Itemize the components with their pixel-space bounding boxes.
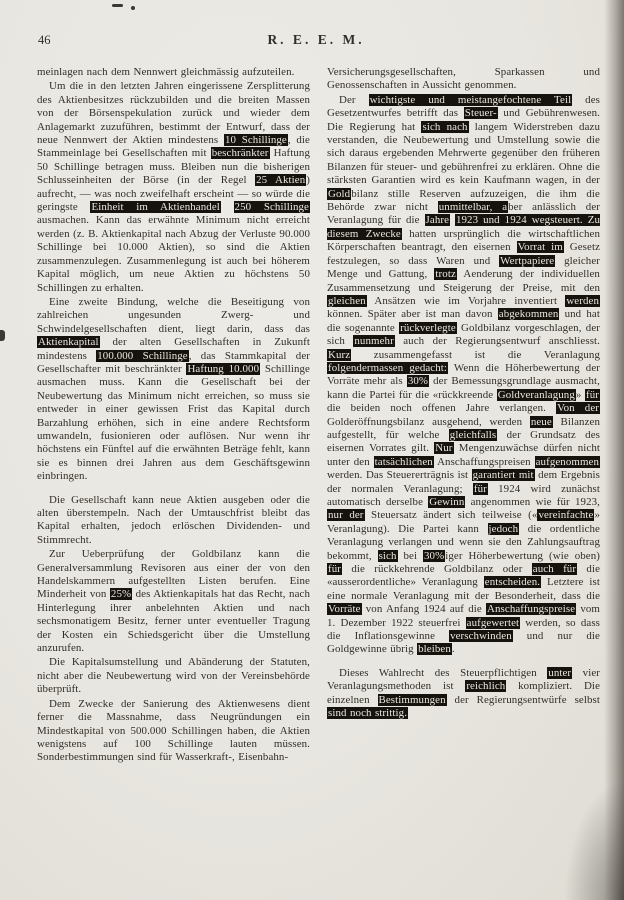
scan-artifact xyxy=(131,6,135,10)
highlighted-text: 25 Aktien xyxy=(256,174,306,187)
text-run: die rückkehrende Goldbilanz oder xyxy=(342,563,532,576)
right-column xyxy=(327,66,600,892)
text-run: Versicherungsgesellschaften, Sparkassen und Genossenschaften in Aussicht genommen. xyxy=(327,66,600,92)
text-run: und Gebührenwesen. Die Regierung hat xyxy=(327,107,600,133)
text-run: zusammengefasst ist die Veranlagung xyxy=(351,348,600,361)
highlighted-text: Gewinn xyxy=(429,496,465,508)
journal-title: R. E. E. M. xyxy=(267,32,365,47)
paragraph xyxy=(37,548,310,655)
paragraph xyxy=(327,66,600,93)
text-run: kompliziert. Die einzelnen xyxy=(327,680,600,706)
text-run: der alten Gesellschaften in Zukunft mindestens xyxy=(37,336,310,362)
text-run: dem Ergebnis der normalen Veranlagung; xyxy=(327,469,600,495)
text-run: Um die in den letzten Jahren eingerissene Zersplitterung des Aktienbesitzes rückzubilden und die breiten Massen von der Börsenspekulation zurück und wieder dem Anlagemarkt zuzuführen, bestimmt der Entwurf, dass der neue Nennwert der Aktien mindestens xyxy=(37,80,310,147)
text-run: Dem Zwecke der Sanierung des Aktienwesens dient ferner die Massnahme, dass Neugründungen ein Mindestkapital von 500.000 Schillingen haben, die Aktien wenigstens auf 100 Schillinge lauten müssen. Sonderbestimmungen sind für Wasserkraft-, Eisenbahn- xyxy=(37,697,310,764)
text-run: Eine zweite Bindung, welche die Beseitigung von zahlreichen ungesunden Zwerg- und Schwindelgesellschaften dient, liegt darin, dass das xyxy=(37,295,310,335)
text-run: Aenderung der individuellen Zusammensetzung und Steigerung der Preise, mit den xyxy=(327,268,600,294)
text-run: Schillinge ausmachen muss. Kann die Gesellschaft bei der Neubewertung das Minimum nicht erreichen, so muss sie entweder in einer gewissen Frist das Kapital durch Barzahlung erhöhen, sich in eine andere Rechtsform umwandeln, fusionieren oder auflösen. Nur wenn ihr höchstens ein Fünftel auf die erwähnten Beträge fehlt, kann sie es binnen drei Jahren aus dem Geschäftsgewinn einbringen. xyxy=(37,362,310,483)
text-run: der Grundsatz des eisernen Vorrates gilt. xyxy=(327,428,600,455)
text-run: Gesetz festzulegen, so dass Waren und xyxy=(327,241,600,267)
highlighted-text: reichlich xyxy=(466,680,506,693)
text-run: der Bemessungsgrundlage ausmacht, kann die Partei für die «rückkreende xyxy=(327,375,600,401)
highlighted-text: nunmehr xyxy=(354,335,394,348)
text-columns xyxy=(37,66,600,892)
highlighted-text: 30% xyxy=(407,375,429,388)
text-run: Dieses Wahlrecht des Steuerpflichtigen xyxy=(339,666,548,679)
paragraph xyxy=(37,494,310,548)
text-run: ber anlässlich der Veranlagung für die xyxy=(327,201,600,227)
highlighted-text: Gold xyxy=(328,187,351,200)
highlighted-text: Vorräte xyxy=(328,603,361,616)
page-header xyxy=(38,32,594,50)
text-run: bilanz stille Reserven aufzuzeigen, die ihm die Behörde zwar nicht xyxy=(327,187,600,214)
highlighted-text: entscheiden. xyxy=(484,576,541,589)
paragraph xyxy=(37,66,310,79)
highlighted-text: garantiert mit xyxy=(472,469,534,482)
highlighted-text: nur der xyxy=(328,509,364,522)
highlighted-text: bleiben xyxy=(418,643,451,656)
highlighted-text: tatsächlichen xyxy=(374,455,433,468)
text-run: hatten ursprünglich die wirtschaftlichen Körperschaften beantragt, den eisernen xyxy=(327,227,600,254)
highlighted-text: gleichfalls xyxy=(449,428,497,441)
text-run: meinlagen nach dem Nennwert gleichmässig aufzuteilen. xyxy=(37,66,295,78)
highlighted-text: aufgenommen xyxy=(535,455,600,468)
text-run: die beiden noch offenen Jahre verlangen. xyxy=(327,402,557,415)
text-run: Haftung 50 Schillinge betragen muss. Bleiben nun die bisherigen Schlusseinheiten der Börse (in der Regel xyxy=(37,147,310,187)
text-run: vier Veranlagungsmethoden ist xyxy=(327,666,600,693)
highlighted-text: 30% xyxy=(424,549,445,562)
highlighted-text: Nur xyxy=(435,442,453,455)
highlighted-text: Steuer- xyxy=(464,107,497,120)
paragraph xyxy=(327,94,600,657)
text-run: werden, so dass die Inflationsgewinne xyxy=(327,616,600,643)
scan-artifact xyxy=(0,330,5,341)
text-run: des Gesetzentwurfes betrifft das xyxy=(327,93,600,120)
scan-edge-shadow xyxy=(604,0,624,900)
highlighted-text: werden xyxy=(566,294,599,307)
highlighted-text: Kurz xyxy=(328,348,351,361)
text-run: können. Später aber ist man davon xyxy=(327,308,498,321)
paragraph xyxy=(37,656,310,696)
text-run: Der xyxy=(339,93,369,106)
highlighted-text: 1923 und 1924 wegsteuert. Zu diesem Zwecke xyxy=(327,214,600,240)
highlighted-text: Aktienkapital xyxy=(38,336,99,349)
text-run: Letztere ist eine normale Veranlagung mit der Besonderheit, dass die xyxy=(327,576,600,602)
highlighted-text: für xyxy=(328,563,341,576)
text-run: 1924 wird zunächst automatisch derselbe xyxy=(327,482,600,508)
highlighted-text: sich nach xyxy=(422,120,468,133)
highlighted-text: Haftung 10.000 xyxy=(187,362,260,375)
text-run: , das Stammkapital der Gesellschafter mit beschränkter xyxy=(37,349,310,375)
text-run: Bilanzen aufgestellt, für welche xyxy=(327,415,600,441)
highlighted-text: folgendermassen gedacht: xyxy=(328,361,448,374)
highlighted-text: verschwinden xyxy=(450,630,512,643)
highlighted-text: Jahre xyxy=(425,214,450,227)
text-run: Die Gesellschaft kann neue Aktien ausgeben oder die alten überstempeln. Nach der Umtauschfrist bleibt das Kapital erhalten, jedoch erlöschen Dividenden- und Stimmrecht. xyxy=(37,493,310,546)
text-run: gleicher Menge und Gattung, xyxy=(327,254,600,281)
highlighted-text: Bestimmungen xyxy=(378,693,446,706)
highlighted-text: aufgewertet xyxy=(466,616,520,629)
text-run: und hat die sogenannte xyxy=(327,308,600,334)
text-run: Die Kapitalsumstellung und Abänderung der Statuten, nicht aber die Neubewertung wird von der Vereinsbehörde überprüft. xyxy=(37,656,310,696)
text-run: werden. Das Steuererträgnis ist xyxy=(327,469,472,482)
text-run: angenommen wie für 1923, xyxy=(465,496,600,508)
highlighted-text: unter xyxy=(548,666,572,679)
highlighted-text: sind noch strittig. xyxy=(328,707,408,720)
text-run: langem Widerstreben dazu verstanden, die Neubewertung und Umstellung sowie die sich daraus ergebenden Mehrwerte gegenüber den früheren Bilanzen für steuer- und gebührenfrei zu erklären. Ohne die stärksten Garantien wird es kein Kaufmann wagen, in der xyxy=(327,120,600,187)
text-run xyxy=(221,201,234,213)
text-run: Goldbilanz vorgeschlagen, der sich xyxy=(327,321,600,348)
highlighted-text: für xyxy=(586,388,600,401)
paragraph xyxy=(37,296,310,484)
highlighted-text: Einheit im Aktienhandel xyxy=(91,201,220,214)
highlighted-text: 250 Schillinge xyxy=(234,201,309,214)
highlighted-text: 100.000 Schillinge xyxy=(97,349,188,362)
highlighted-text: Anschaffungspreise xyxy=(487,603,576,616)
highlighted-text: rückverlegte xyxy=(400,321,456,334)
highlighted-text: gleichen xyxy=(328,294,366,307)
text-run: ) aufrecht, — was noch zweifelhaft erscheint — so würde die geringste xyxy=(37,174,310,214)
highlighted-text: Goldveranlagung xyxy=(497,388,575,401)
highlighted-text: trotz xyxy=(435,268,456,281)
text-run: . xyxy=(451,643,455,656)
text-run: Steuersatz ändert sich teilweise (« xyxy=(364,509,538,522)
highlighted-text: jedoch xyxy=(488,522,519,535)
text-run: » Veranlagung). Die Partei kann xyxy=(327,509,600,535)
scan-artifact xyxy=(112,4,123,7)
text-run: und nur die Goldgewinne übrig xyxy=(327,630,600,656)
highlighted-text: abgekommen xyxy=(498,308,559,321)
highlighted-text: sich xyxy=(378,549,397,562)
text-run: bei xyxy=(397,549,423,562)
text-run: Golderöffnungsbilanz ausgehend, werden xyxy=(327,415,530,428)
highlighted-text: neue xyxy=(530,415,552,428)
highlighted-text: für xyxy=(473,482,487,495)
text-run: Anschaffungspreisen xyxy=(433,455,535,468)
highlighted-text: Von der xyxy=(557,402,599,415)
highlighted-text: Vorrat im xyxy=(517,241,563,254)
paragraph xyxy=(327,667,600,721)
highlighted-text: 25% xyxy=(110,588,132,601)
text-run: der Regierungsentwürfe selbst xyxy=(446,693,600,706)
text-run: die «ausserordentliche» Veranlagung xyxy=(327,563,600,589)
paragraph xyxy=(37,698,310,765)
text-run: Zur Ueberprüfung der Goldbilanz kann die Generalversammlung Revisoren aus einer der von den Handelskammern aufgestellten Listen berufen. Eine Minderheit von xyxy=(37,548,310,601)
text-run: des Aktienkapitals hat das Recht, nach Hinterlegung ihrer anbelehnten Aktien und nach sechsmonatigem Besitz, ferner unter eventueller Tragung der Kosten ein Schiedsgericht über die Umstellung anzurufen. xyxy=(37,588,310,655)
text-run: , die Stammeinlage bei Gesellschaften mit xyxy=(37,134,310,160)
paragraph xyxy=(37,80,310,295)
text-run: Ansätzen wie im Vorjahre inventiert xyxy=(366,294,566,307)
highlighted-text: wichtigste und meistangefochtene Teil xyxy=(369,93,572,106)
left-column xyxy=(37,66,310,892)
text-run: vom 1. Dezember 1922 steuerfrei xyxy=(327,603,600,629)
text-run: auch der Regierungsentwurf anschliesst. xyxy=(394,335,600,348)
highlighted-text: vereinfachte xyxy=(538,509,594,522)
page-number: 46 xyxy=(38,33,51,47)
text-run: ausmachen. Kann das erwähnte Minimum nicht erreicht werden (z. B. Aktienkapital nach Abzug der Verluste 90.000 Schillinge bei 10.000 Aktien), so sind die Aktien zusammenzulegen. Zusammenlegung ist auch bei höherem Kapital möglich, um neue Aktien zu höchstens 50 Schillingen zu erhalten. xyxy=(37,214,310,294)
text-run: » xyxy=(575,388,586,401)
highlighted-text: auch für xyxy=(532,563,577,576)
highlighted-text: beschränkter xyxy=(211,147,269,160)
highlighted-text: Wertpapiere xyxy=(500,254,555,267)
text-run: die ordentliche Veranlagung verlangen und wenn sie den Zahlungsauftrag bekommt, xyxy=(327,522,600,562)
highlighted-text: unmittelbar, a xyxy=(438,201,508,214)
text-run: iger Höherbewertung (wie oben) xyxy=(445,549,600,562)
text-run: von Anfang 1924 auf die xyxy=(361,603,487,616)
text-run: Mengenzuwächse dürfen nicht unter den xyxy=(327,442,600,468)
text-run: Wenn die Höherbewertung der Vorräte mehr als xyxy=(327,361,600,388)
highlighted-text: 10 Schillinge xyxy=(224,134,287,147)
